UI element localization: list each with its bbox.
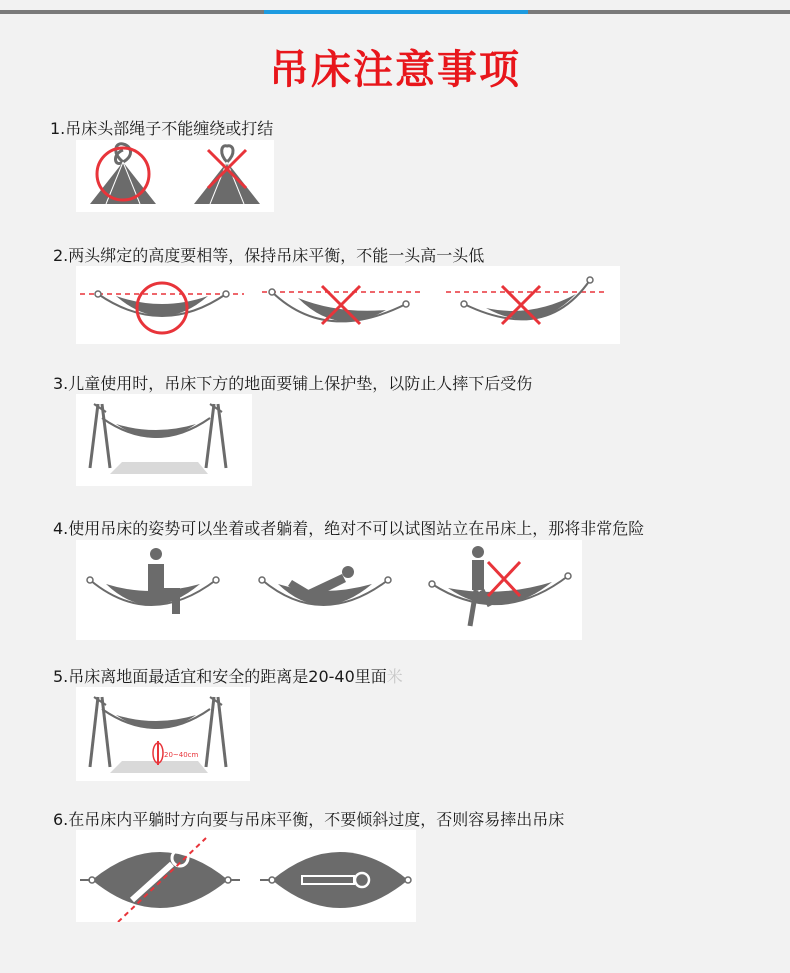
item-2-illustration — [76, 266, 620, 344]
top-divider-accent — [264, 10, 528, 14]
stand-with-mat-figure — [76, 394, 252, 486]
item-3-label: 3.儿童使用时，吊床下方的地面要铺上保护垫，以防止人摔下后受伤 — [53, 374, 533, 393]
item-1-illustration — [76, 140, 274, 212]
distance-badge: 20~40cm — [164, 751, 199, 759]
item-2-label: 2.两头绑定的高度要相等，保持吊床平衡，不能一头高一头低 — [53, 246, 485, 265]
item-5-label-text: 5.吊床离地面最适宜和安全的距离是20-40里面 — [53, 667, 387, 686]
top-divider — [0, 10, 790, 14]
protective-mat — [110, 462, 208, 474]
item-1-label: 1.吊床头部绳子不能缠绕或打结 — [50, 119, 274, 138]
item-3-illustration — [76, 394, 252, 486]
lying-direction-figures — [76, 830, 416, 922]
tangled-rope-figure — [90, 144, 156, 204]
page-title: 吊床注意事项 — [269, 47, 521, 93]
level-hammock-figure — [80, 283, 244, 333]
person-icon — [150, 548, 162, 560]
sitting-figure — [87, 548, 219, 614]
lying-figure — [259, 566, 391, 605]
item-5-label — [53, 664, 403, 687]
uneven-hammock-figure-2 — [446, 277, 606, 324]
person-icon — [342, 566, 354, 578]
rope-knot-figures — [76, 140, 274, 212]
item-6-label: 6.在吊床内平躺时方向要与吊床平衡，不要倾斜过度，否则容易摔出吊床 — [53, 810, 565, 829]
tilted-lying-figure — [80, 838, 240, 922]
posture-figures — [76, 540, 582, 640]
balance-figures — [76, 266, 620, 344]
item-6-illustration — [76, 830, 416, 922]
item-5-illustration — [76, 687, 250, 781]
height-distance-figure — [76, 687, 250, 781]
straight-lying-figure — [260, 852, 411, 908]
standing-figure — [429, 546, 571, 626]
item-5-label-overlay: 米 — [386, 667, 403, 686]
item-4-label: 4.使用吊床的姿势可以坐着或者躺着，绝对不可以试图站立在吊床上，那将非常危险 — [53, 519, 645, 538]
person-icon — [472, 546, 484, 558]
uneven-hammock-figure-1 — [262, 286, 422, 324]
knotted-rope-figure — [194, 146, 260, 204]
item-4-illustration — [76, 540, 582, 640]
